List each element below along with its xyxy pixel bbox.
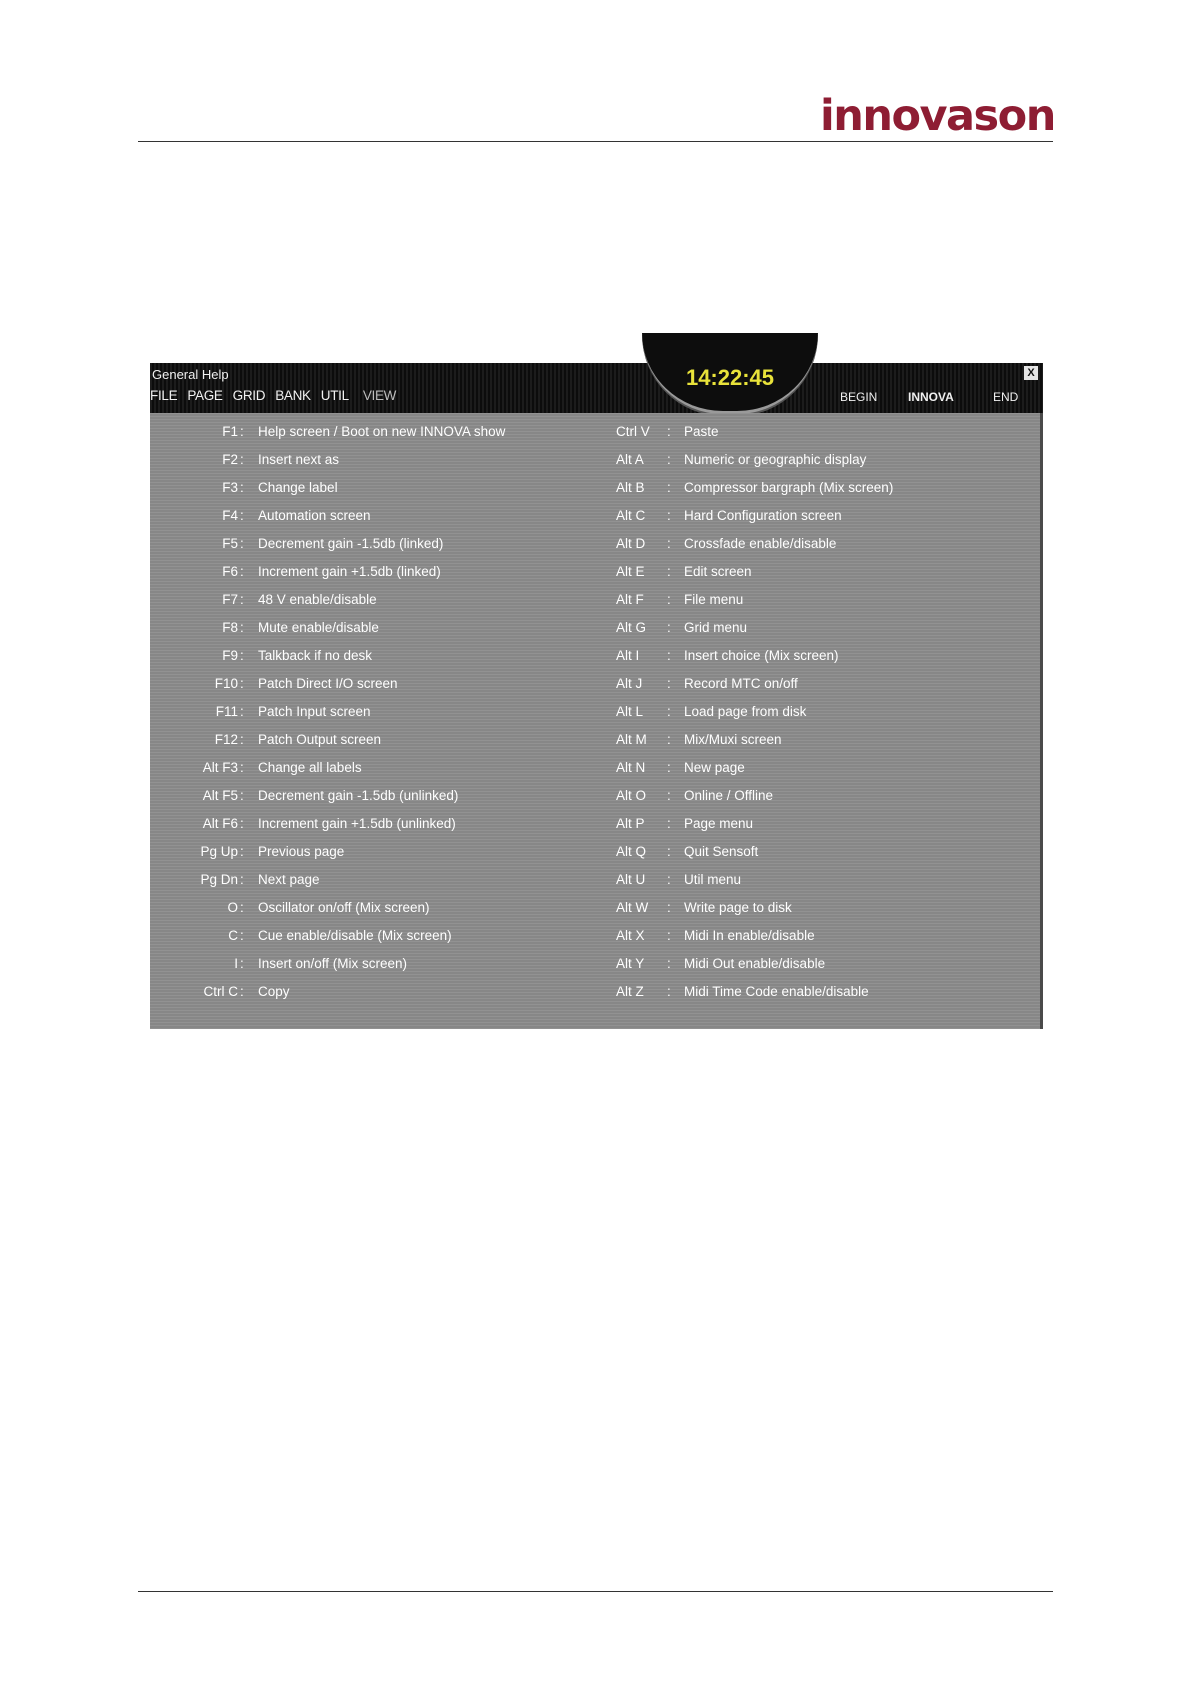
shortcut-separator: : (240, 564, 244, 579)
shortcut-separator: : (667, 424, 671, 439)
shortcut-separator: : (667, 984, 671, 999)
shortcut-key: Alt J (616, 676, 643, 691)
shortcut-key: Alt U (616, 872, 646, 887)
shortcut-separator: : (240, 480, 244, 495)
shortcut-separator: : (667, 928, 671, 943)
shortcut-key: Alt X (616, 928, 645, 943)
shortcut-key: F4 (222, 508, 238, 523)
shortcut-separator: : (240, 704, 244, 719)
shortcut-key: Pg Dn (200, 872, 238, 887)
shortcut-key: Alt W (616, 900, 649, 915)
shortcut-separator: : (667, 508, 671, 523)
shortcut-key: F12 (214, 732, 238, 747)
shortcut-separator: : (240, 592, 244, 607)
shortcut-key: Alt M (616, 732, 647, 747)
begin-button[interactable]: BEGIN (840, 390, 878, 404)
shortcut-description: Paste (684, 424, 719, 439)
general-help-window (150, 363, 1043, 1029)
menu-util[interactable]: UTIL (320, 388, 349, 403)
shortcut-separator: : (240, 536, 244, 551)
shortcut-separator: : (667, 760, 671, 775)
shortcut-key: Ctrl C (203, 984, 238, 999)
shortcut-key: C (228, 928, 238, 943)
shortcut-description: Change all labels (258, 760, 362, 775)
innova-button[interactable]: INNOVA (908, 390, 954, 404)
shortcut-key: Alt D (616, 536, 646, 551)
shortcut-separator: : (240, 676, 244, 691)
shortcut-key: F1 (222, 424, 238, 439)
shortcut-row (150, 617, 1043, 639)
shortcut-separator: : (240, 956, 244, 971)
shortcut-row (150, 729, 1043, 751)
shortcut-row (150, 785, 1043, 807)
shortcut-separator: : (667, 732, 671, 747)
shortcut-description: Decrement gain -1.5db (linked) (258, 536, 444, 551)
shortcut-separator: : (667, 844, 671, 859)
shortcut-row (150, 589, 1043, 611)
shortcut-key: Alt L (616, 704, 644, 719)
shortcut-key: F3 (222, 480, 238, 495)
shortcut-description: Mix/Muxi screen (684, 732, 782, 747)
shortcut-key: Alt O (616, 788, 647, 803)
shortcut-key: Alt E (616, 564, 645, 579)
shortcut-row (150, 645, 1043, 667)
shortcut-description: Page menu (684, 816, 754, 831)
shortcut-separator: : (240, 648, 244, 663)
shortcut-row (150, 925, 1043, 947)
shortcut-separator: : (240, 452, 244, 467)
shortcut-description: New page (684, 760, 745, 775)
shortcut-key: F2 (222, 452, 238, 467)
shortcut-description: Help screen / Boot on new INNOVA show (258, 424, 506, 439)
shortcut-row (150, 673, 1043, 695)
shortcut-description: Quit Sensoft (684, 844, 759, 859)
shortcut-key: F9 (222, 648, 238, 663)
clock-display: 14:22:45 (685, 365, 775, 390)
shortcut-separator: : (667, 956, 671, 971)
shortcut-description: Midi Time Code enable/disable (684, 984, 869, 999)
shortcut-key: Ctrl V (616, 424, 650, 439)
shortcut-key: F10 (214, 676, 238, 691)
shortcut-row (150, 449, 1043, 471)
shortcut-description: Change label (258, 480, 338, 495)
shortcut-description: Cue enable/disable (Mix screen) (258, 928, 452, 943)
shortcut-description: Midi In enable/disable (684, 928, 815, 943)
shortcut-separator: : (667, 648, 671, 663)
shortcut-description: Insert on/off (Mix screen) (258, 956, 408, 971)
shortcut-row (150, 897, 1043, 919)
menu-file[interactable]: FILE (150, 388, 178, 403)
shortcut-row (150, 701, 1043, 723)
shortcut-row (150, 953, 1043, 975)
shortcut-separator: : (240, 816, 244, 831)
window-title: General Help (152, 367, 229, 382)
shortcut-description: Midi Out enable/disable (684, 956, 826, 971)
shortcut-row (150, 981, 1043, 1003)
shortcut-description: Insert next as (258, 452, 340, 467)
shortcut-separator: : (667, 788, 671, 803)
shortcut-separator: : (667, 536, 671, 551)
shortcut-description: Decrement gain -1.5db (unlinked) (258, 788, 459, 803)
shortcut-key: Alt I (616, 648, 640, 663)
shortcut-key: Alt F3 (202, 760, 238, 775)
shortcut-separator: : (240, 508, 244, 523)
shortcut-row (150, 533, 1043, 555)
shortcut-description: Compressor bargraph (Mix screen) (684, 480, 894, 495)
shortcut-description: Record MTC on/off (684, 676, 798, 691)
menu-page[interactable]: PAGE (187, 388, 223, 403)
shortcut-separator: : (240, 788, 244, 803)
shortcut-description: Talkback if no desk (258, 648, 373, 663)
shortcut-key: Alt N (616, 760, 646, 775)
shortcut-separator: : (240, 872, 244, 887)
shortcut-row (150, 477, 1043, 499)
shortcut-description: Util menu (684, 872, 742, 887)
shortcut-separator: : (667, 676, 671, 691)
shortcut-key: Alt F6 (202, 816, 238, 831)
shortcut-description: Automation screen (258, 508, 371, 523)
shortcut-key: F7 (222, 592, 238, 607)
shortcut-description: Numeric or geographic display (684, 452, 867, 467)
header-divider (138, 141, 1053, 142)
shortcut-separator: : (667, 452, 671, 467)
shortcut-description: Patch Output screen (258, 732, 382, 747)
shortcut-row (150, 757, 1043, 779)
shortcut-separator: : (240, 620, 244, 635)
shortcut-separator: : (667, 620, 671, 635)
shortcut-description: Oscillator on/off (Mix screen) (258, 900, 430, 915)
title-bar (150, 363, 1043, 413)
shortcut-separator: : (240, 760, 244, 775)
shortcut-key: Alt Z (616, 984, 644, 999)
shortcut-row (150, 869, 1043, 891)
shortcut-description: Increment gain +1.5db (linked) (258, 564, 441, 579)
shortcut-row (150, 421, 1043, 443)
shortcut-key: Alt G (616, 620, 647, 635)
shortcut-key: Pg Up (200, 844, 238, 859)
innovason-logo: innovason (820, 91, 1055, 141)
shortcut-separator: : (667, 816, 671, 831)
shortcut-description: Insert choice (Mix screen) (684, 648, 839, 663)
footer-divider (138, 1591, 1053, 1592)
shortcut-key: Alt Y (616, 956, 645, 971)
shortcut-key: Alt C (616, 508, 646, 523)
shortcut-description: 48 V enable/disable (258, 592, 377, 607)
shortcut-description: Mute enable/disable (258, 620, 379, 635)
shortcut-separator: : (667, 872, 671, 887)
shortcut-description: Edit screen (684, 564, 752, 579)
shortcut-key: Alt A (616, 452, 644, 467)
shortcut-separator: : (240, 424, 244, 439)
shortcut-description: Copy (258, 984, 290, 999)
shortcut-description: Online / Offline (684, 788, 774, 803)
shortcut-description: Previous page (258, 844, 345, 859)
menu-bank[interactable]: BANK (275, 388, 311, 403)
shortcut-description: Grid menu (684, 620, 748, 635)
shortcut-key: Alt F5 (202, 788, 238, 803)
menu-view[interactable]: VIEW (362, 388, 397, 403)
shortcut-separator: : (667, 480, 671, 495)
shortcut-description: Hard Configuration screen (684, 508, 842, 523)
shortcut-key: Alt B (616, 480, 645, 495)
shortcut-separator: : (240, 984, 244, 999)
shortcut-list (150, 413, 1043, 1029)
shortcut-description: Crossfade enable/disable (684, 536, 837, 551)
shortcut-row (150, 561, 1043, 583)
shortcut-description: Next page (258, 872, 320, 887)
shortcut-key: O (227, 900, 238, 915)
shortcut-separator: : (667, 900, 671, 915)
shortcut-separator: : (667, 592, 671, 607)
shortcut-key: F5 (222, 536, 238, 551)
shortcut-key: Alt P (616, 816, 645, 831)
menu-bar (150, 388, 396, 406)
shortcut-row (150, 813, 1043, 835)
shortcut-separator: : (667, 564, 671, 579)
shortcut-separator: : (667, 704, 671, 719)
shortcut-key: F11 (215, 704, 238, 719)
shortcut-row (150, 505, 1043, 527)
menu-grid[interactable]: GRID (232, 388, 266, 403)
shortcut-description: Increment gain +1.5db (unlinked) (258, 816, 456, 831)
end-button[interactable]: END (993, 390, 1019, 404)
shortcut-key: Alt F (616, 592, 644, 607)
shortcut-key: I (234, 956, 238, 971)
shortcut-key: F8 (222, 620, 238, 635)
shortcut-key: F6 (222, 564, 238, 579)
shortcut-description: File menu (684, 592, 744, 607)
close-icon[interactable]: X (1024, 366, 1038, 380)
shortcut-description: Write page to disk (684, 900, 792, 915)
shortcut-separator: : (240, 928, 244, 943)
shortcut-description: Patch Input screen (258, 704, 371, 719)
shortcut-key: Alt Q (616, 844, 647, 859)
shortcut-description: Patch Direct I/O screen (258, 676, 398, 691)
shortcut-separator: : (240, 900, 244, 915)
shortcut-description: Load page from disk (684, 704, 807, 719)
shortcut-separator: : (240, 732, 244, 747)
shortcut-row (150, 841, 1043, 863)
shortcut-separator: : (240, 844, 244, 859)
